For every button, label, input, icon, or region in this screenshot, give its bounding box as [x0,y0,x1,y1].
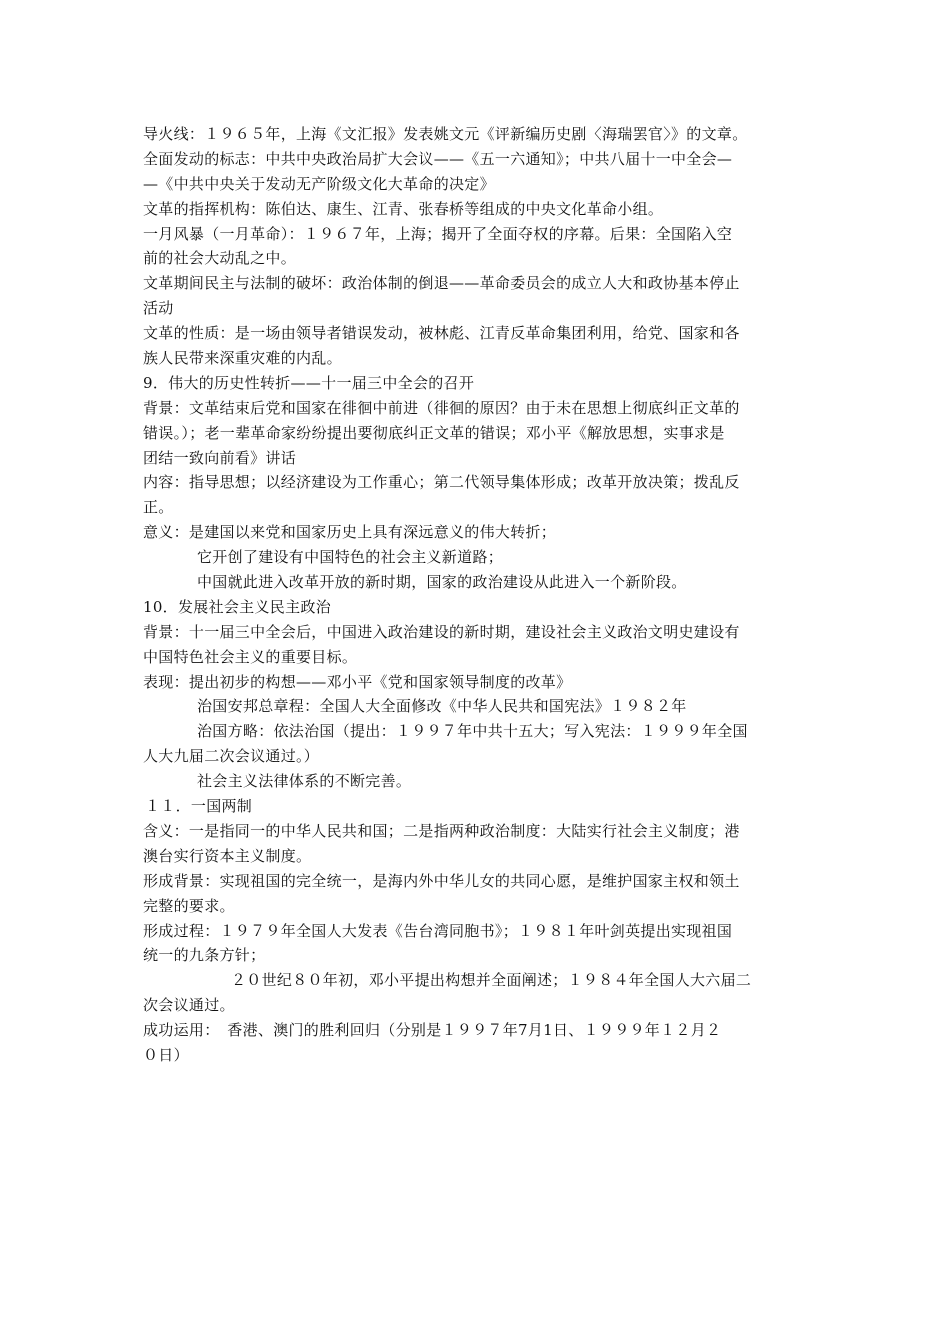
text-line: 文革的指挥机构：陈伯达、康生、江青、张春桥等组成的中央文化革命小组。 [143,199,664,218]
text-line: 正。 [143,498,174,517]
text-line: 形成过程：１９７９年全国人大发表《告台湾同胞书》；１９８１年叶剑英提出实现祖国 [143,921,733,940]
text-line: 形成背景：实现祖国的完全统一，是海内外中华儿女的共同心愿，是维护国家主权和领土 [143,871,740,890]
text-line: 内容：指导思想；以经济建设为工作重心；第二代领导集体形成；改革开放决策；拨乱反 [143,473,740,492]
text-line: 导火线：１９６５年，上海《文汇报》发表姚文元《评新编历史剧〈海瑞罢官〉》的文章。 [143,125,748,143]
text-line: 活动 [143,299,174,318]
text-line: —《中共中央关于发动无产阶级文化大革命的决定》 [143,174,495,193]
text-line: 文革期间民主与法制的破坏：政治体制的倒退——革命委员会的成立人大和政协基本停止 [143,274,740,293]
text-line-indented: 中国就此进入改革开放的新时期，国家的政治建设从此进入一个新阶段。 [197,573,687,592]
text-line: 团结一致向前看》讲话 [143,448,297,467]
section-heading: 9．伟大的历史性转折——十一届三中全会的召开 [143,373,475,392]
text-line-indented: 治国方略：依法治国（提出：１９９７年中共十五大；写入宪法：１９９９年全国 [197,722,748,741]
text-line: 文革的性质：是一场由领导者错误发动，被林彪、江青反革命集团利用，给党、国家和各 [143,324,740,343]
text-line: 完整的要求。 [143,896,235,915]
text-line: 意义：是建国以来党和国家历史上具有深远意义的伟大转折； [143,523,557,542]
text-line: 统一的九条方针； [143,946,266,965]
text-line: 表现：提出初步的构想——邓小平《党和国家领导制度的改革》 [143,672,572,691]
text-line: 人大九届二次会议通过。） [143,747,320,766]
text-line: 成功运用： 香港、澳门的胜利回归（分别是１９９７年7月1日、１９９９年１２月２ [143,1021,722,1040]
text-line: 前的社会大动乱之中。 [143,249,297,268]
text-line-indented: 治国安邦总章程：全国人大全面修改《中华人民共和国宪法》１９８２年 [197,697,687,716]
text-line: 次会议通过。 [143,996,235,1015]
section-heading: １１．一国两制 [145,797,253,816]
text-line: 错误。）；老一辈革命家纷纷提出要彻底纠正文革的错误；邓小平《解放思想，实事求是 [143,423,725,442]
text-line-indented: 社会主义法律体系的不断完善。 [197,772,412,791]
text-line: 全面发动的标志：中共中央政治局扩大会议——《五一六通知》；中共八届十一中全会— [143,149,733,168]
document-body [143,122,811,1068]
text-line: 一月风暴（一月革命）：１９６７年，上海；揭开了全面夺权的序幕。后果：全国陷入空 [143,224,733,243]
text-line-indented: ２０世纪８０年初，邓小平提出构想并全面阐述；１９８４年全国人大六届二 [231,971,752,990]
text-line: 背景：文革结束后党和国家在徘徊中前进（徘徊的原因？由于未在思想上彻底纠正文革的 [143,398,740,417]
text-line: 中国特色社会主义的重要目标。 [143,647,358,666]
text-line-indented: 它开创了建设有中国特色的社会主义新道路； [197,548,504,567]
text-line: 澳台实行资本主义制度。 [143,846,312,865]
text-line: 背景：十一届三中全会后，中国进入政治建设的新时期，建设社会主义政治文明史建设有 [143,622,740,641]
text-line: 含义：一是指同一的中华人民共和国；二是指两种政治制度：大陆实行社会主义制度；港 [143,821,740,840]
section-heading: 10．发展社会主义民主政治 [143,597,331,616]
text-line: 族人民带来深重灾难的内乱。 [143,349,342,368]
text-line: ０日） [143,1045,189,1064]
